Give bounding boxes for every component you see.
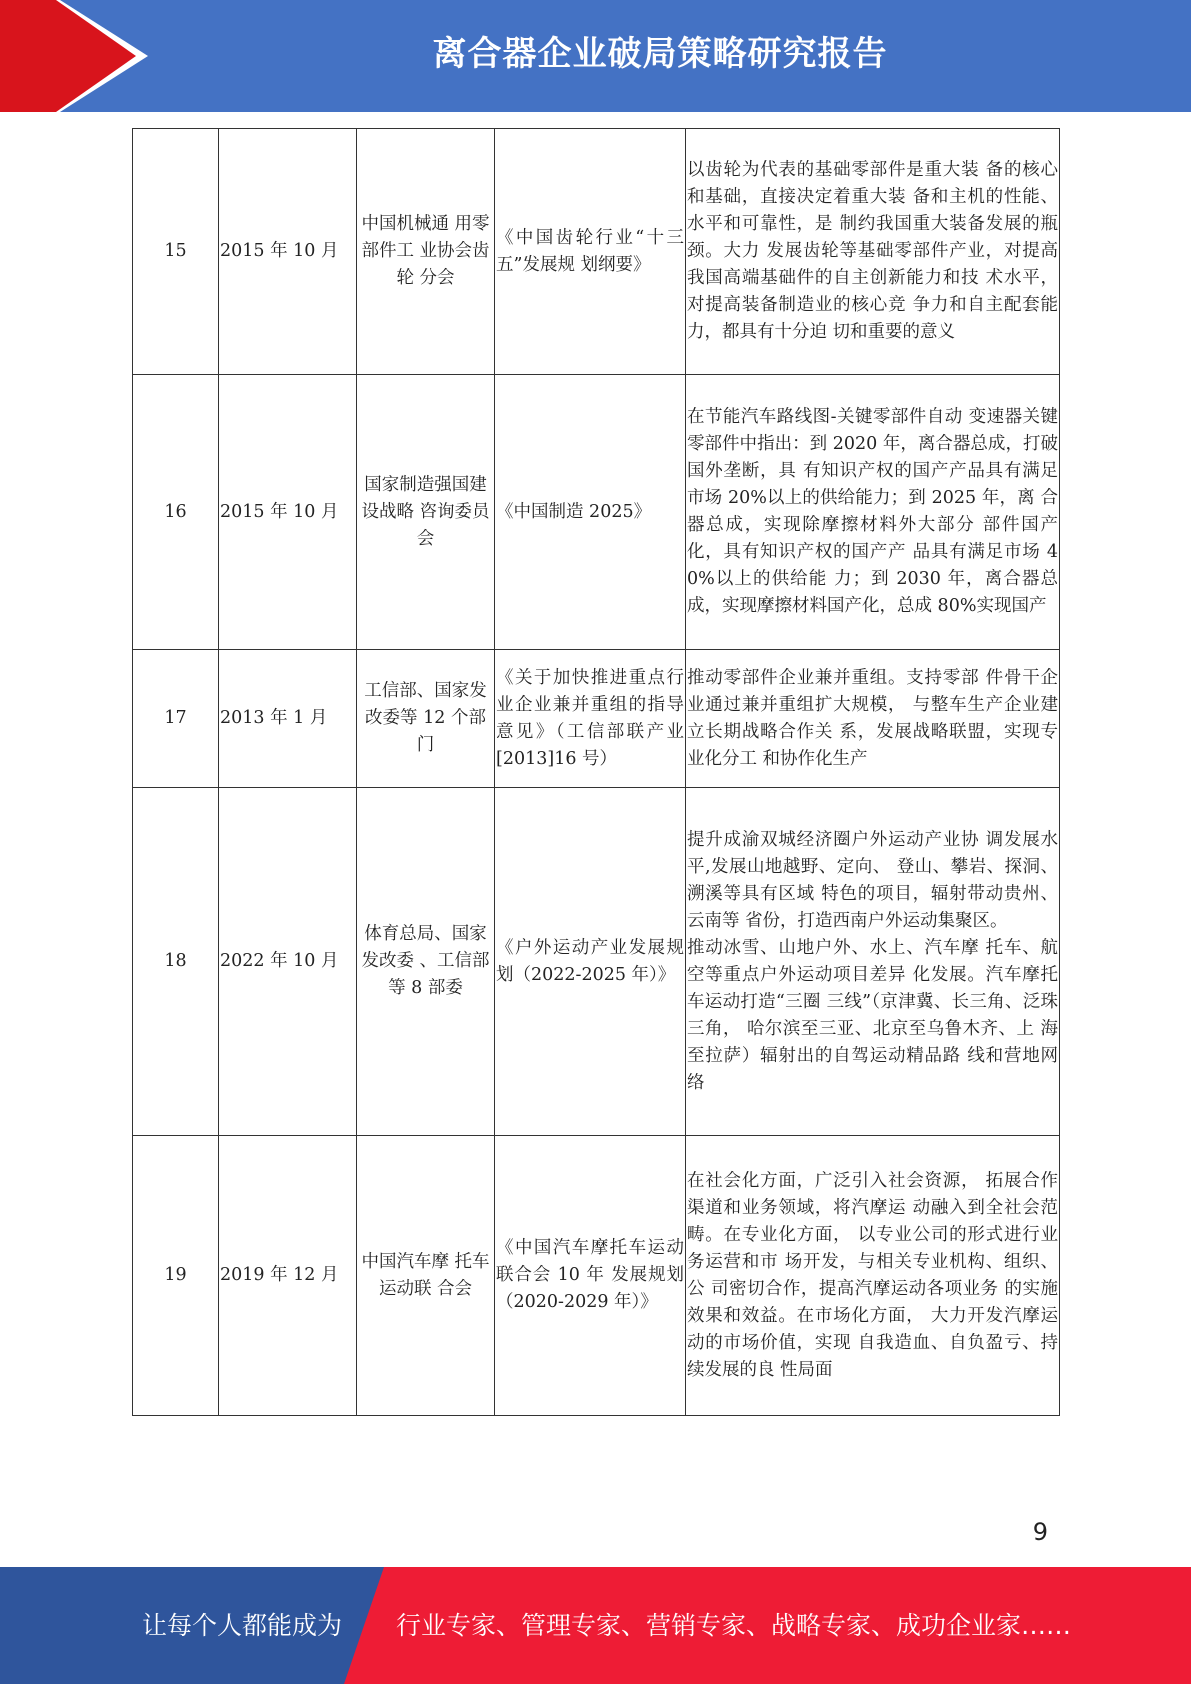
page-number: 9 (1032, 1518, 1048, 1546)
row-number: 17 (133, 650, 219, 788)
row-date: 2013 年 1 月 (219, 650, 357, 788)
row-content (686, 129, 1060, 375)
content-paragraph: 提升成渝双城经济圈户外运动产业协 调发展水平,发展山地越野、定向、 登山、攀岩、探洞、溯溪等具有区域 特色的项目，辐射带动贵州、云南等 省份，打造西南户外运动集聚区。 (687, 829, 1058, 931)
header-chevron-decoration (0, 0, 160, 112)
footer-slogan-right: 行业专家、管理专家、营销专家、战略专家、成功企业家…… (396, 1611, 1072, 1640)
table-row (133, 129, 1060, 375)
row-document: 《户外运动产业发展规划（2022-2025 年）》 (495, 788, 686, 1136)
row-number: 19 (133, 1136, 219, 1416)
footer-slogan-left: 让每个人都能成为 (142, 1611, 343, 1640)
table-row (133, 788, 1060, 1136)
row-content (686, 375, 1060, 650)
content-paragraph: 推动冰雪、山地户外、水上、汽车摩 托车、航空等重点户外运动项目差异 化发展。汽车摩托车运动打造“三圈 三线”（京津冀、长三角、泛珠三角， 哈尔滨至三亚、北京至乌鲁木齐、上 海至拉萨）辐射出的自驾运动精品路 线和营地网络 (687, 937, 1058, 1093)
footer-banner (0, 1567, 1191, 1684)
row-document: 《中国齿轮行业“十三五”发展规 划纲要》 (495, 129, 686, 375)
table-row (133, 650, 1060, 788)
policy-table (132, 128, 1060, 1416)
table-row (133, 375, 1060, 650)
row-issuer: 国家制造强国建设战略 咨询委员会 (357, 375, 495, 650)
row-document: 《关于加快推进重点行业企业兼并重组的指导意见》（工信部联产业 [2013]16 号） (495, 650, 686, 788)
content-paragraph: 以齿轮为代表的基础零部件是重大装 备的核心和基础，直接决定着重大装 备和主机的性能、水平和可靠性，是 制约我国重大装备发展的瓶颈。大力 发展齿轮等基础零部件产业，对提高 我国高端基础件的自主创新能力和技 术水平，对提高装备制造业的核心竞 争力和自主配套能力，都具有十分迫 切和重要的意义 (687, 160, 1058, 342)
row-issuer: 工信部、国家发改委等 12 个部门 (357, 650, 495, 788)
row-number: 16 (133, 375, 219, 650)
row-issuer: 中国汽车摩 托车运动联 合会 (357, 1136, 495, 1416)
row-number: 15 (133, 129, 219, 375)
row-content (686, 650, 1060, 788)
row-document: 《中国汽车摩托车运动联合会 10 年 发展规划（2020-2029 年）》 (495, 1136, 686, 1416)
row-content (686, 1136, 1060, 1416)
row-issuer: 中国机械通 用零部件工 业协会齿轮 分会 (357, 129, 495, 375)
row-number: 18 (133, 788, 219, 1136)
report-title: 离合器企业破局策略研究报告 (432, 34, 888, 74)
row-date: 2019 年 12 月 (219, 1136, 357, 1416)
row-date: 2015 年 10 月 (219, 129, 357, 375)
row-date: 2022 年 10 月 (219, 788, 357, 1136)
row-document: 《中国制造 2025》 (495, 375, 686, 650)
table-row (133, 1136, 1060, 1416)
content-paragraph: 推动零部件企业兼并重组。支持零部 件骨干企业通过兼并重组扩大规模， 与整车生产企业建立长期战略合作关 系，发展战略联盟，实现专业化分工 和协作化生产 (687, 667, 1058, 769)
row-date: 2015 年 10 月 (219, 375, 357, 650)
row-content (686, 788, 1060, 1136)
content-paragraph: 在社会化方面，广泛引入社会资源， 拓展合作渠道和业务领域，将汽摩运 动融入到全社会范畴。在专业化方面， 以专业公司的形式进行业务运营和市 场开发，与相关专业机构、组织、公 司密切合作，提高汽摩运动各项业务 的实施效果和效益。在市场化方面， 大力开发汽摩运动的市场价值，实现 自我造血、自负盈亏、持续发展的良 性局面 (687, 1170, 1058, 1380)
report-header (0, 0, 1191, 112)
content-paragraph: 在节能汽车路线图-关键零部件自动 变速器关键零部件中指出：到 2020 年，离合器总成，打破国外垄断，具 有知识产权的国产产品具有满足市场 20%以上的供给能力；到 2025 年，离 合器总成，实现除摩擦材料外大部分 部件国产化，具有知识产权的国产产 品具有满足市场 40%以上的供给能 力；到 2030 年，离合器总成，实现摩擦材料国产化，总成 80%实现国产 (687, 407, 1058, 616)
row-issuer: 体育总局、国家发改委 、工信部等 8 部委 (357, 788, 495, 1136)
